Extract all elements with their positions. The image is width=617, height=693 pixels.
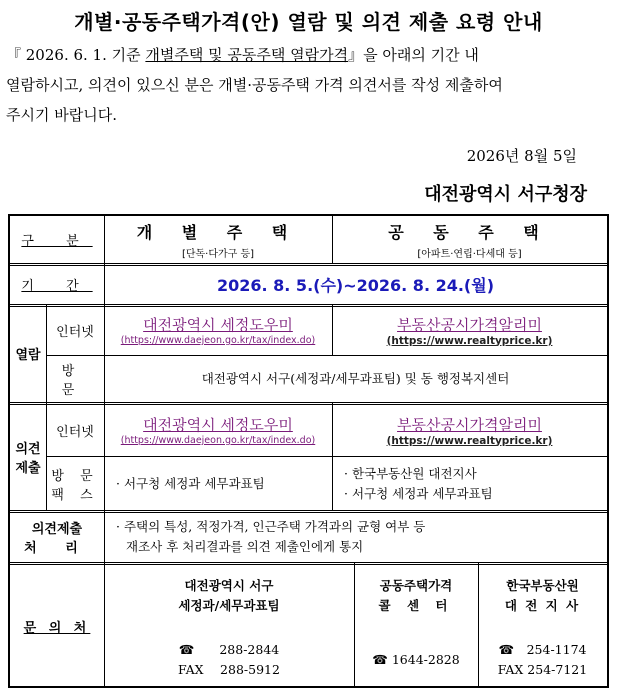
contact-2-title-2: 콜 센 터 (378, 598, 454, 613)
notice-date: 2026년 8월 5일 (466, 147, 577, 165)
submission-individual-site-cell (104, 404, 332, 456)
processing-label-cell (10, 512, 104, 562)
contact-3-title-1: 한국부동산원 (506, 578, 579, 593)
processing-text-1: · 주택의 특성, 적정가격, 인근주택 가격과의 균형 여부 등 (116, 519, 426, 534)
contact-2-phone: ☎ 1644-2828 (372, 652, 460, 667)
viewing-joint-site-link[interactable]: 부동산공시가격알리미 (397, 315, 542, 334)
submission-internet-label: 인터넷 (56, 424, 94, 440)
inquiry-label: 문 의 처 (23, 620, 91, 636)
processing-text-2: 재조사 후 처리결과를 의견 제출인에게 통지 (126, 539, 364, 554)
contact-3-fax: FAX 254-7121 (497, 662, 588, 677)
intro-line-1 (6, 40, 606, 70)
period-value: 2026. 8. 5.(수)~2026. 8. 24.(월) (216, 275, 495, 295)
header-category-label: 구 분 (21, 234, 93, 249)
header-joint-label: 공 동 주 택 (388, 222, 551, 242)
intro-underlined-text: 개별주택 및 공동주택 열람가격 (145, 46, 349, 64)
inquiry-contact-1 (104, 564, 354, 688)
submission-visit-label-cell (46, 457, 104, 510)
submission-label-cell (10, 404, 46, 510)
viewing-joint-url[interactable]: (https://www.realtyprice.kr) (386, 334, 553, 347)
viewing-visit-cell (104, 356, 607, 402)
submission-visit-individual-cell (104, 457, 332, 510)
info-table (8, 214, 609, 688)
processing-cell (104, 512, 607, 562)
viewing-individual-url[interactable]: (https://www.daejeon.go.kr/tax/index.do) (120, 335, 316, 346)
contact-1-phone: ☎ 288-2844 (178, 642, 280, 657)
viewing-internet-label: 인터넷 (56, 324, 94, 340)
intro-line-3: 주시기 바랍니다. (6, 106, 117, 124)
submission-internet-label-cell (46, 404, 104, 456)
viewing-visit-label-cell (46, 356, 104, 402)
contact-1-fax: FAX 288-5912 (178, 662, 280, 677)
submission-label-1: 의견 (15, 442, 41, 457)
submission-visit-joint-text-1: · 한국부동산원 대전지사 (344, 465, 477, 481)
inquiry-contact-3 (478, 564, 607, 688)
viewing-label: 열람 (15, 348, 41, 363)
intro-paragraph (6, 40, 606, 130)
intro-text-3: 』을 아래의 기간 내 (348, 46, 479, 64)
header-joint-sub: [아파트·연립·다세대 등] (417, 248, 522, 260)
submission-visit-joint-text-2: · 서구청 세정과 세무과표팀 (344, 485, 493, 501)
submission-visit-label: 방 문 (51, 468, 99, 484)
submission-joint-site-link[interactable]: 부동산공시가격알리미 (397, 415, 542, 434)
period-label-cell (10, 264, 104, 304)
viewing-internet-label-cell (46, 305, 104, 355)
viewing-individual-site-link[interactable]: 대전광역시 세정도우미 (143, 316, 293, 334)
inquiry-contact-2 (354, 564, 478, 688)
viewing-joint-site-cell (332, 305, 607, 355)
submission-joint-url[interactable]: (https://www.realtyprice.kr) (386, 434, 553, 447)
submission-individual-url[interactable]: (https://www.daejeon.go.kr/tax/index.do) (120, 435, 316, 446)
header-joint (332, 216, 607, 263)
issuing-office: 대전광역시 서구청장 (424, 184, 587, 205)
intro-text-1: 『 2026. 6. 1. 기준 (6, 46, 146, 64)
period-value-cell (104, 264, 607, 304)
contact-1-title-1: 대전광역시 서구 (184, 578, 274, 593)
submission-joint-site-cell (332, 404, 607, 456)
submission-visit-joint-cell (332, 457, 607, 510)
page-title: 개별·공동주택가격(안) 열람 및 의견 제출 요령 안내 (74, 10, 543, 34)
viewing-individual-site-cell (104, 305, 332, 355)
inquiry-label-cell (10, 564, 104, 688)
processing-label-1: 의견제출 (31, 522, 83, 537)
submission-label-2: 제출 (15, 461, 41, 476)
submission-fax-label: 팩 스 (51, 487, 99, 503)
submission-visit-individual-text: · 서구청 세정과 세무과표팀 (116, 475, 265, 491)
contact-1-title-2: 세정과/세무과표팀 (178, 598, 280, 613)
header-category (10, 216, 104, 263)
contact-3-phone: ☎ 254-1174 (498, 642, 587, 657)
intro-line-2: 열람하시고, 의견이 있으신 분은 개별·공동주택 가격 의견서를 작성 제출하여 (6, 76, 503, 94)
header-individual-sub: [단독·다가구 등] (181, 248, 255, 260)
viewing-visit-text: 대전광역시 서구(세정과/세무과표팀) 및 동 행정복지센터 (201, 371, 510, 386)
processing-label-2: 처 리 (24, 541, 90, 556)
period-label: 기 간 (21, 278, 93, 294)
viewing-label-cell (10, 305, 46, 402)
viewing-visit-label: 방 문 (61, 364, 89, 398)
contact-3-title-2: 대 전 지 사 (504, 598, 581, 613)
header-individual (104, 216, 332, 263)
header-individual-label: 개 별 주 택 (136, 222, 300, 242)
contact-2-title-1: 공동주택가격 (379, 578, 453, 593)
submission-individual-site-link[interactable]: 대전광역시 세정도우미 (143, 416, 293, 434)
